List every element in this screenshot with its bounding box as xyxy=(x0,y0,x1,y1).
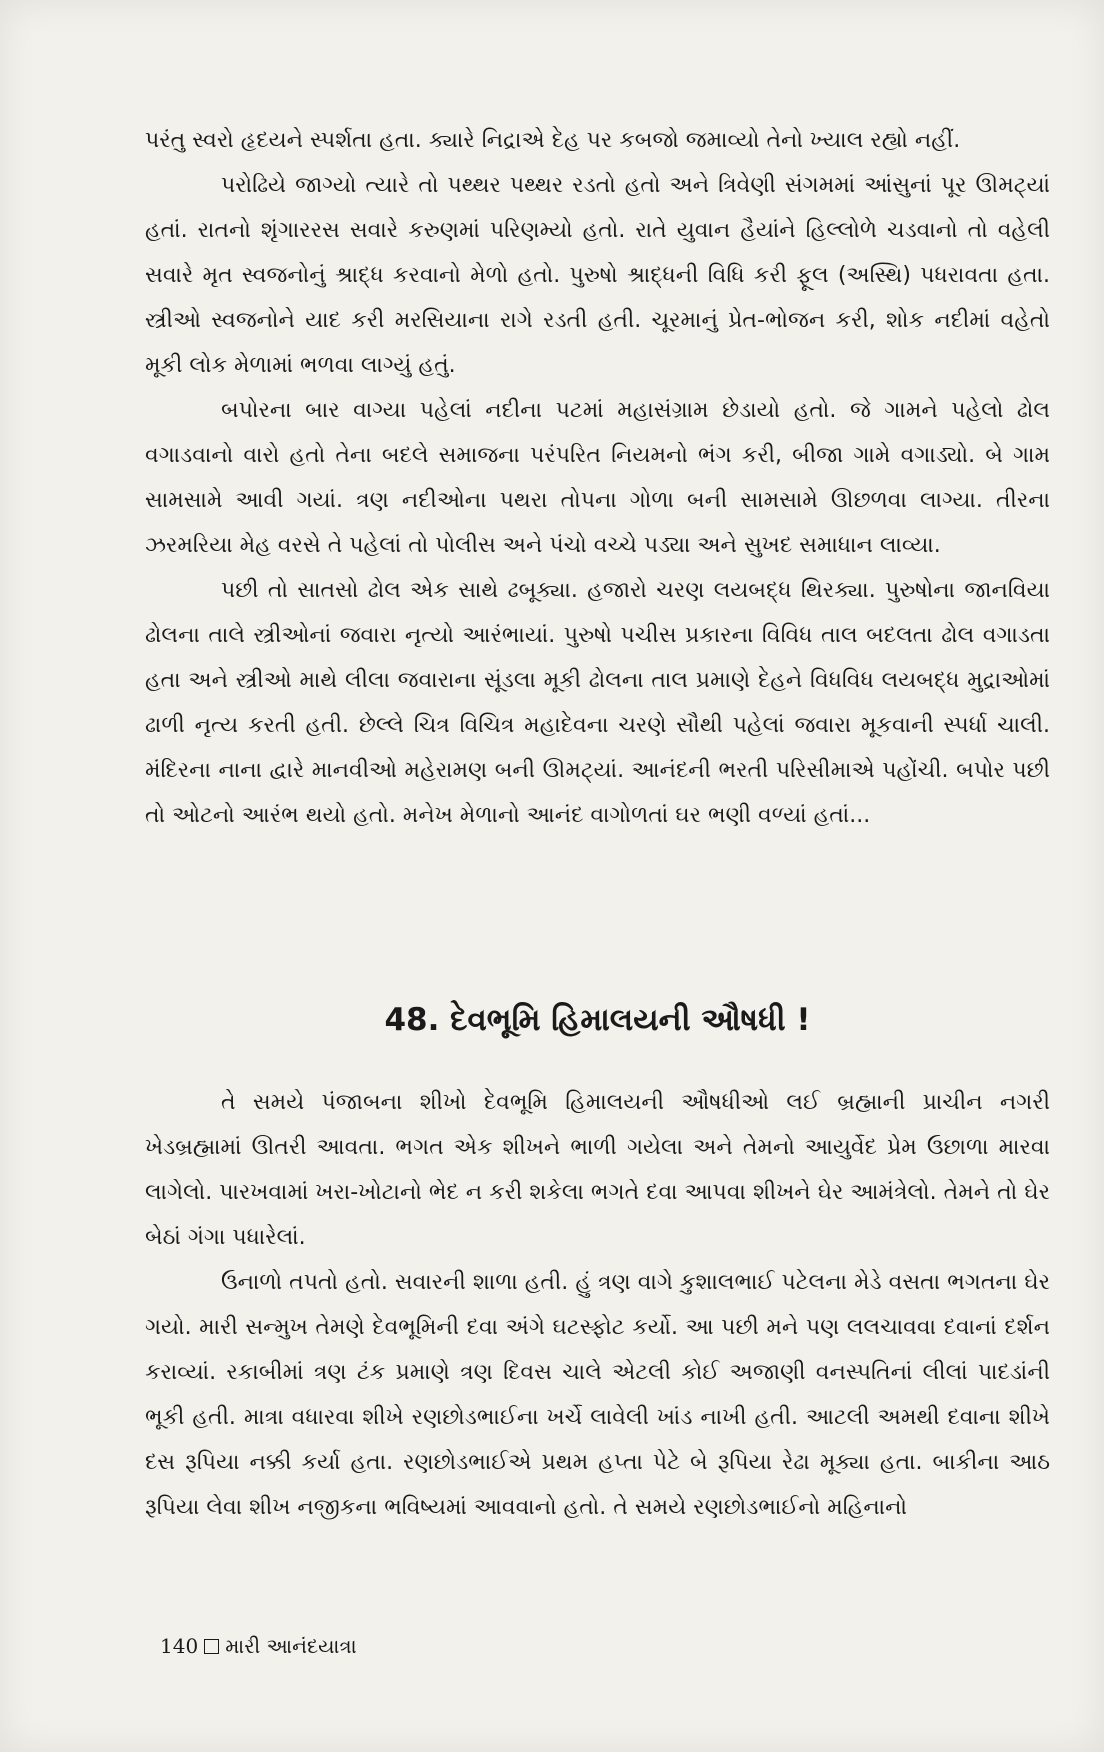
paragraph: ઉનાળો તપતો હતો. સવારની શાળા હતી. હું ત્રણ વાગે કુશાલભાઈ પટેલના મેડે વસતા ભગતના ઘેર ગયો. મારી સન્મુખ તેમણે દેવભૂમિની દવા અંગે ઘટસ્ફોટ કર્યો. આ પછી મને પણ લલચાવવા દવાનાં દર્શન કરાવ્યાં. રકાબીમાં ત્રણ ટંક પ્રમાણે ત્રણ દિવસ ચાલે એટલી કોઈ અજાણી વનસ્પતિનાં લીલાં પાદડાંની ભૂકી હતી. માત્રા વધારવા શીખે રણછોડભાઈના ખર્ચે લાવેલી ખાંડ નાખી હતી. આટલી અમથી દવાના શીખે દસ રૂપિયા નક્કી કર્યા હતા. રણછોડભાઈએ પ્રથમ હપ્તા પેટે બે રૂપિયા રેઢા મૂક્યા હતા. બાકીના આઠ રૂપિયા લેવા શીખ નજીકના ભવિષ્યમાં આવવાનો હતો. તે સમયે રણછોડભાઈનો મહિનાનો xyxy=(145,1270,1050,1520)
paragraph: પરોઢિયે જાગ્યો ત્યારે તો પથ્થર પથ્થર રડતો હતો અને ત્રિવેણી સંગમમાં આંસુનાં પૂર ઊમટ્યાં હતાં. રાતનો શૃંગારરસ સવારે કરુણમાં પરિણમ્યો હતો. રાતે યુવાન હૈયાંને હિલ્લોળે ચડવાનો તો વહેલી સવારે મૃત સ્વજનોનું શ્રાદ્ધ કરવાનો મેળો હતો. પુરુષો શ્રાદ્ધની વિધિ કરી ફૂલ (અસ્થિ) પધરાવતા હતા. સ્ત્રીઓ સ્વજનોને યાદ કરી મરસિયાના રાગે રડતી હતી. ચૂરમાનું પ્રેત-ભોજન કરી, શોક નદીમાં વહેતો મૂકી લોક મેળામાં ભળવા લાગ્યું હતું. xyxy=(145,173,1050,378)
page-footer xyxy=(160,1632,357,1660)
paragraph: પછી તો સાતસો ઢોલ એક સાથે ઢબૂક્યા. હજારો ચરણ લયબદ્ધ થિરક્યા. પુરુષોના જાનવિયા ઢોલના તાલે સ્ત્રીઓનાં જવારા નૃત્યો આરંભાયાં. પુરુષો પચીસ પ્રકારના વિવિધ તાલ બદલતા ઢોલ વગાડતા હતા અને સ્ત્રીઓ માથે લીલા જવારાના સૂંડલા મૂકી ઢોલના તાલ પ્રમાણે દેહને વિધવિધ લયબદ્ધ મુદ્રાઓમાં ઢાળી નૃત્ય કરતી હતી. છેલ્લે ચિત્ર વિચિત્ર મહાદેવના ચરણે સૌથી પહેલાં જવારા મૂકવાની સ્પર્ધા ચાલી. મંદિરના નાના દ્વારે માનવીઓ મહેરામણ બની ઊમટ્યાં. આનંદની ભરતી પરિસીમાએ પહોંચી. બપોર પછી તો ઓટનો આરંભ થયો હતો. મનેખ મેળાનો આનંદ વાગોળતાં ઘર ભણી વળ્યાં હતાં... xyxy=(145,578,1050,828)
paragraph: બપોરના બાર વાગ્યા પહેલાં નદીના પટમાં મહાસંગ્રામ છેડાયો હતો. જે ગામને પહેલો ઢોલ વગાડવાનો વારો હતો તેના બદલે સમાજના પરંપરિત નિયમનો ભંગ કરી, બીજા ગામે વગાડ્યો. બે ગામ સામસામે આવી ગયાં. ત્રણ નદીઓના પથરા તોપના ગોળા બની સામસામે ઊછળવા લાગ્યા. તીરના ઝરમરિયા મેહ વરસે તે પહેલાં તો પોલીસ અને પંચો વચ્ચે પડ્યા અને સુખદ સમાધાન લાવ્યા. xyxy=(145,398,1050,558)
page-number: 140 xyxy=(160,1634,199,1658)
book-title: મારી આનંદયાત્રા xyxy=(225,1634,357,1658)
body-text-section-2 xyxy=(145,1080,1050,1530)
paragraph: પરંતુ સ્વરો હૃદયને સ્પર્શતા હતા. ક્યારે નિદ્રાએ દેહ પર કબજો જમાવ્યો તેનો ખ્યાલ રહ્યો નહીં. xyxy=(145,128,961,153)
body-text-section-1 xyxy=(145,118,1050,838)
paragraph: તે સમયે પંજાબના શીખો દેવભૂમિ હિમાલયની ઔષધીઓ લઈ બ્રહ્માની પ્રાચીન નગરી ખેડબ્રહ્મામાં ઊતરી આવતા. ભગત એક શીખને ભાળી ગયેલા અને તેમનો આયુર્વેદ પ્રેમ ઉછાળા મારવા લાગેલો. પારખવામાં ખરા-ખોટાનો ભેદ ન કરી શકેલા ભગતે દવા આપવા શીખને ઘેર આમંત્રેલો. તેમને તો ઘેર બેઠાં ગંગા પધારેલાં. xyxy=(145,1090,1050,1250)
chapter-heading: 48. દેવભૂમિ હિમાલયની ઔષધી ! xyxy=(384,1002,811,1038)
square-separator-icon xyxy=(204,1639,219,1654)
